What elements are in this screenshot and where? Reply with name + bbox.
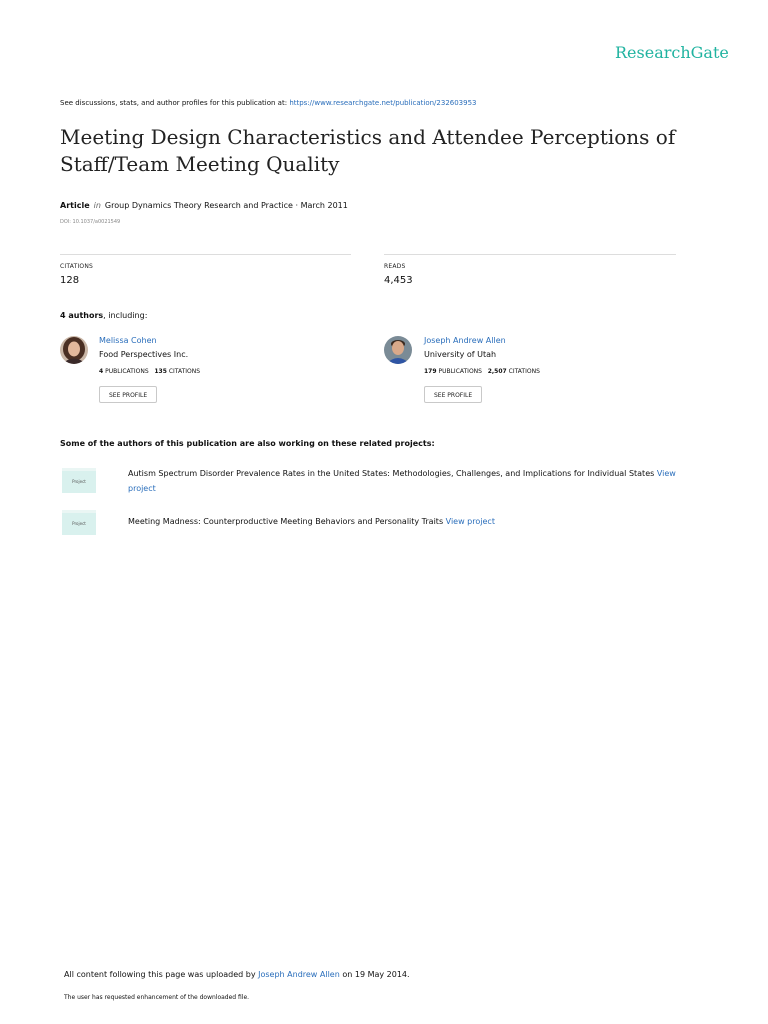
authors-heading-rest: , including:: [103, 311, 148, 320]
publications-count: 179: [424, 368, 437, 375]
author-name-link[interactable]: Joseph Andrew Allen: [424, 336, 506, 345]
paper-title: Meeting Design Characteristics and Attendee Perceptions of Staff/Team Meeting Quality: [60, 125, 676, 176]
publications-label: PUBLICATIONS: [105, 368, 149, 375]
project-thumbnail-icon[interactable]: [62, 471, 96, 493]
in-word: in: [93, 201, 101, 210]
see-profile-button[interactable]: SEE PROFILE: [424, 386, 482, 403]
reads-divider: [384, 254, 676, 255]
authors-heading: [60, 311, 147, 320]
upload-info-line: [64, 970, 410, 979]
see-profile-button[interactable]: SEE PROFILE: [99, 386, 157, 403]
project-title: Meeting Madness: Counterproductive Meeting Behaviors and Personality Traits: [128, 517, 444, 526]
publications-count: 4: [99, 368, 104, 375]
citations-divider: [60, 254, 351, 255]
citations-count-label: CITATIONS: [508, 368, 540, 375]
related-project-item: [128, 514, 703, 529]
citations-label: CITATIONS: [60, 263, 94, 270]
citations-count: 135: [154, 368, 167, 375]
source-intro-text: See discussions, stats, and author profiles for this publication at:: [60, 99, 288, 107]
avatar-melissa-cohen[interactable]: [60, 336, 88, 364]
doi-text: DOI: 10.1037/a0021549: [60, 219, 121, 225]
avatar-joseph-andrew-allen[interactable]: [384, 336, 412, 364]
author-institution: University of Utah: [424, 350, 497, 359]
project-thumb-label: Project: [72, 479, 86, 484]
publication-source-line: [60, 99, 477, 107]
related-project-item: [128, 466, 703, 496]
related-projects-heading: Some of the authors of this publication are also working on these related projects:: [60, 439, 435, 448]
person-photo-icon: [60, 336, 88, 364]
reads-label: READS: [384, 263, 406, 270]
author-counts: [99, 368, 200, 375]
uploaded-suffix: on 19 May 2014.: [342, 970, 410, 979]
project-thumbnail-icon[interactable]: [62, 513, 96, 535]
publications-label: PUBLICATIONS: [438, 368, 482, 375]
journal-date: Group Dynamics Theory Research and Practice · March 2011: [104, 201, 348, 210]
citations-count: 2,507: [487, 368, 507, 375]
researchgate-logo[interactable]: ResearchGate: [615, 43, 729, 62]
person-photo-icon: [384, 336, 412, 364]
enhancement-note: The user has requested enhancement of the downloaded file.: [64, 994, 250, 1001]
reads-value: 4,453: [384, 275, 413, 286]
article-info-line: [60, 201, 348, 210]
project-title: Autism Spectrum Disorder Prevalence Rates in the United States: Methodologies, Challenges, and Implications for Individual States: [128, 469, 655, 478]
uploaded-prefix: All content following this page was uploaded by: [64, 970, 256, 979]
author-counts: [424, 368, 540, 375]
article-type: Article: [60, 201, 90, 210]
publication-url-link[interactable]: https://www.researchgate.net/publication/232603953: [289, 99, 477, 107]
authors-count: 4 authors: [60, 311, 104, 320]
citations-count-label: CITATIONS: [168, 368, 201, 375]
uploader-link[interactable]: Joseph Andrew Allen: [258, 970, 340, 979]
view-project-link[interactable]: View project: [128, 469, 676, 493]
author-name-link[interactable]: Melissa Cohen: [99, 336, 157, 345]
view-project-link[interactable]: View project: [445, 517, 495, 526]
author-institution: Food Perspectives Inc.: [99, 350, 189, 359]
project-thumb-label: Project: [72, 521, 86, 526]
citations-value: 128: [60, 275, 80, 286]
